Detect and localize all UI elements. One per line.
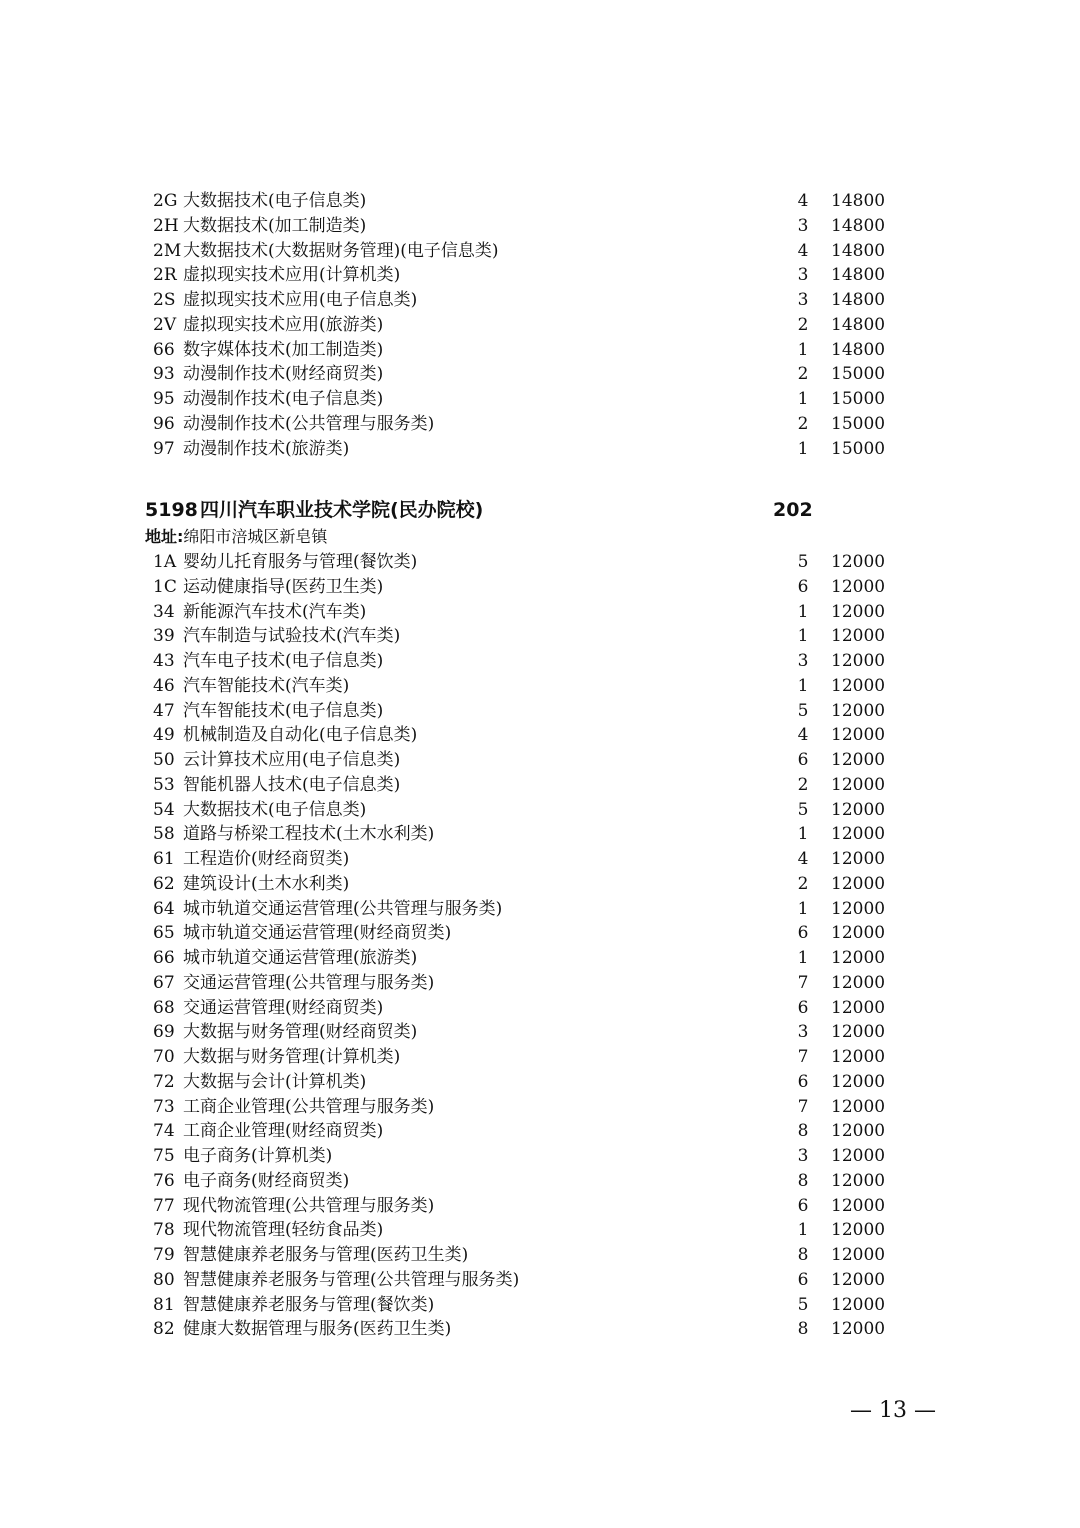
program-count: 7 (797, 1096, 809, 1117)
program-row (145, 798, 905, 823)
program-row (145, 1293, 905, 1318)
program-code: 2S (153, 290, 176, 310)
program-fee: 12000 (831, 849, 886, 869)
page-number: — 13 — (850, 1398, 936, 1423)
program-row (145, 699, 905, 724)
program-count: 8 (797, 1245, 809, 1265)
program-code: 76 (153, 1170, 175, 1191)
program-row (145, 1144, 905, 1169)
program-code: 2M (153, 240, 182, 261)
program-fee: 15000 (831, 413, 886, 434)
program-name: 汽车智能技术(汽车类) (183, 675, 350, 696)
program-name: 虚拟现实技术应用(电子信息类) (183, 290, 418, 310)
program-row (145, 214, 905, 239)
program-name: 动漫制作技术(旅游类) (183, 438, 350, 459)
program-count: 1 (797, 626, 809, 647)
program-count: 1 (797, 438, 809, 459)
program-row (145, 313, 905, 338)
program-code: 64 (153, 898, 175, 919)
school-name: 四川汽车职业技术学院(民办院校) (200, 499, 484, 521)
address-label: 地址: (145, 527, 184, 546)
program-fee: 14800 (831, 215, 886, 236)
program-code: 49 (153, 725, 175, 746)
school-address (145, 524, 905, 550)
program-row (145, 338, 905, 363)
program-count: 5 (797, 552, 809, 572)
program-code: 58 (153, 824, 175, 845)
program-row (145, 263, 905, 288)
program-fee: 12000 (831, 997, 886, 1018)
program-row (145, 437, 905, 462)
program-code: 82 (153, 1319, 175, 1340)
program-name: 云计算技术应用(电子信息类) (183, 750, 401, 770)
program-code: 93 (153, 364, 175, 385)
program-row (145, 1095, 905, 1120)
program-count: 5 (797, 1294, 809, 1315)
program-row (145, 748, 905, 773)
program-count: 1 (797, 339, 809, 360)
school-section (145, 496, 905, 1342)
address-value: 绵阳市涪城区新皂镇 (183, 527, 328, 546)
program-code: 80 (153, 1269, 175, 1290)
program-name: 汽车电子技术(电子信息类) (183, 651, 384, 671)
program-name: 城市轨道交通运营管理(旅游类) (183, 948, 418, 968)
program-count: 5 (797, 700, 809, 721)
program-name: 动漫制作技术(财经商贸类) (183, 364, 384, 385)
program-row (145, 773, 905, 798)
program-fee: 12000 (831, 1121, 886, 1142)
program-name: 城市轨道交通运营管理(财经商贸类) (183, 923, 452, 944)
program-fee: 12000 (831, 750, 886, 770)
program-fee: 12000 (831, 651, 886, 671)
program-name: 智慧健康养老服务与管理(餐饮类) (183, 1294, 435, 1315)
program-code: 2R (153, 265, 177, 286)
program-row (145, 412, 905, 437)
program-code: 77 (153, 1195, 175, 1216)
program-row (145, 1119, 905, 1144)
program-row (145, 996, 905, 1021)
program-name: 新能源汽车技术(汽车类) (183, 601, 367, 622)
program-fee: 12000 (831, 1146, 886, 1166)
program-name: 电子商务(计算机类) (183, 1146, 333, 1166)
program-count: 1 (797, 824, 809, 845)
program-row (145, 550, 905, 575)
program-fee: 12000 (831, 1195, 886, 1216)
program-fee: 12000 (831, 898, 886, 919)
program-row (145, 362, 905, 387)
program-count: 5 (797, 799, 809, 820)
school-header (145, 496, 905, 524)
program-row (145, 674, 905, 699)
program-name: 大数据技术(加工制造类) (183, 215, 367, 236)
program-count: 1 (797, 948, 809, 968)
program-row (145, 649, 905, 674)
program-name: 建筑设计(土木水利类) (183, 873, 350, 894)
program-fee: 14800 (831, 339, 886, 360)
program-count: 8 (797, 1170, 809, 1191)
program-count: 8 (797, 1121, 809, 1142)
program-count: 4 (797, 725, 809, 746)
program-count: 8 (797, 1319, 809, 1340)
program-fee: 12000 (831, 675, 886, 696)
program-count: 4 (797, 849, 809, 869)
program-code: 2G (153, 191, 178, 211)
program-name: 道路与桥梁工程技术(土木水利类) (183, 824, 435, 845)
program-name: 数字媒体技术(加工制造类) (183, 339, 384, 360)
program-count: 6 (797, 1195, 809, 1216)
program-name: 虚拟现实技术应用(计算机类) (183, 265, 401, 286)
program-code: 69 (153, 1022, 175, 1043)
program-code: 65 (153, 923, 175, 944)
program-code: 74 (153, 1121, 175, 1142)
program-fee: 15000 (831, 438, 886, 459)
program-row (145, 239, 905, 264)
program-fee: 12000 (831, 873, 886, 894)
program-count: 6 (797, 750, 809, 770)
program-name: 工商企业管理(财经商贸类) (183, 1121, 384, 1142)
program-fee: 14800 (831, 191, 886, 211)
program-name: 汽车制造与试验技术(汽车类) (183, 626, 401, 647)
program-row (145, 971, 905, 996)
program-count: 1 (797, 1220, 809, 1241)
program-name: 汽车智能技术(电子信息类) (183, 700, 384, 721)
program-row (145, 1218, 905, 1243)
school-code: 5198 (145, 499, 198, 521)
program-fee: 12000 (831, 923, 886, 944)
program-row (145, 847, 905, 872)
program-row (145, 897, 905, 922)
program-count: 1 (797, 601, 809, 622)
program-name: 交通运营管理(财经商贸类) (183, 997, 384, 1018)
program-name: 大数据与财务管理(财经商贸类) (183, 1022, 418, 1043)
program-count: 4 (797, 240, 809, 261)
program-fee: 12000 (831, 725, 886, 746)
program-row (145, 575, 905, 600)
program-fee: 12000 (831, 700, 886, 721)
program-name: 动漫制作技术(公共管理与服务类) (183, 413, 435, 434)
program-name: 大数据技术(电子信息类) (183, 799, 367, 820)
program-name: 虚拟现实技术应用(旅游类) (183, 314, 384, 335)
program-fee: 12000 (831, 601, 886, 622)
program-row (145, 387, 905, 412)
program-row (145, 921, 905, 946)
program-code: 96 (153, 413, 175, 434)
program-code: 43 (153, 651, 175, 671)
program-fee: 14800 (831, 240, 886, 261)
program-code: 78 (153, 1220, 175, 1241)
program-code: 72 (153, 1071, 175, 1092)
program-row (145, 822, 905, 847)
program-name: 大数据与会计(计算机类) (183, 1071, 367, 1092)
program-code: 97 (153, 438, 175, 459)
program-name: 城市轨道交通运营管理(公共管理与服务类) (183, 898, 503, 919)
program-code: 66 (153, 339, 175, 360)
program-count: 2 (797, 364, 809, 385)
program-count: 1 (797, 389, 809, 409)
program-code: 53 (153, 774, 175, 795)
program-fee: 12000 (831, 1245, 886, 1265)
program-count: 6 (797, 997, 809, 1018)
program-row (145, 872, 905, 897)
program-row (145, 288, 905, 313)
program-fee: 12000 (831, 1269, 886, 1290)
program-code: 95 (153, 389, 175, 409)
program-fee: 12000 (831, 824, 886, 845)
program-code: 62 (153, 873, 175, 894)
program-code: 67 (153, 972, 175, 993)
program-fee: 12000 (831, 948, 886, 968)
program-count: 3 (797, 290, 809, 310)
program-count: 2 (797, 774, 809, 795)
program-code: 2V (153, 314, 177, 335)
program-count: 3 (797, 651, 809, 671)
program-name: 大数据与财务管理(计算机类) (183, 1047, 401, 1067)
program-fee: 12000 (831, 799, 886, 820)
program-code: 73 (153, 1096, 175, 1117)
program-code: 70 (153, 1047, 175, 1067)
program-count: 3 (797, 265, 809, 286)
program-fee: 12000 (831, 1319, 886, 1340)
program-name: 大数据技术(电子信息类) (183, 191, 367, 211)
program-count: 6 (797, 1269, 809, 1290)
program-code: 2H (153, 215, 179, 236)
program-fee: 12000 (831, 576, 886, 597)
program-count: 2 (797, 413, 809, 434)
program-fee: 12000 (831, 1071, 886, 1092)
program-fee: 14800 (831, 314, 886, 335)
program-code: 81 (153, 1294, 175, 1315)
program-name: 现代物流管理(公共管理与服务类) (183, 1195, 435, 1216)
program-count: 1 (797, 675, 809, 696)
program-row (145, 723, 905, 748)
program-row (145, 946, 905, 971)
program-fee: 12000 (831, 1170, 886, 1191)
program-code: 50 (153, 750, 175, 770)
program-row (145, 189, 905, 214)
program-fee: 12000 (831, 774, 886, 795)
program-name: 大数据技术(大数据财务管理)(电子信息类) (183, 240, 499, 261)
program-fee: 12000 (831, 1220, 886, 1241)
program-fee: 15000 (831, 364, 886, 385)
program-count: 2 (797, 314, 809, 335)
program-code: 66 (153, 948, 175, 968)
program-name: 机械制造及自动化(电子信息类) (183, 725, 418, 746)
program-count: 1 (797, 898, 809, 919)
school-total-quota: 202 (773, 499, 813, 521)
program-code: 54 (153, 799, 175, 820)
program-count: 6 (797, 576, 809, 597)
program-fee: 14800 (831, 290, 886, 310)
program-code: 47 (153, 700, 175, 721)
program-count: 3 (797, 1022, 809, 1043)
program-code: 79 (153, 1245, 175, 1265)
program-name: 交通运营管理(公共管理与服务类) (183, 972, 435, 993)
program-count: 7 (797, 1047, 809, 1067)
program-name: 婴幼儿托育服务与管理(餐饮类) (183, 552, 418, 572)
program-code: 75 (153, 1146, 175, 1166)
program-row (145, 1194, 905, 1219)
program-row (145, 1243, 905, 1268)
program-count: 2 (797, 873, 809, 894)
program-code: 46 (153, 675, 175, 696)
program-name: 现代物流管理(轻纺食品类) (183, 1220, 384, 1241)
program-name: 工商企业管理(公共管理与服务类) (183, 1096, 435, 1117)
program-count: 3 (797, 1146, 809, 1166)
program-code: 34 (153, 601, 175, 622)
continued-program-list (145, 189, 905, 461)
program-name: 动漫制作技术(电子信息类) (183, 389, 384, 409)
program-name: 工程造价(财经商贸类) (183, 849, 350, 869)
program-count: 7 (797, 972, 809, 993)
program-fee: 12000 (831, 1022, 886, 1043)
program-code: 1A (153, 552, 177, 572)
program-fee: 12000 (831, 626, 886, 647)
program-fee: 12000 (831, 1096, 886, 1117)
program-name: 智慧健康养老服务与管理(公共管理与服务类) (183, 1269, 520, 1290)
program-name: 电子商务(财经商贸类) (183, 1170, 350, 1191)
program-row (145, 1317, 905, 1342)
program-name: 智慧健康养老服务与管理(医药卫生类) (183, 1245, 469, 1265)
program-count: 6 (797, 923, 809, 944)
program-count: 3 (797, 215, 809, 236)
program-fee: 15000 (831, 389, 886, 409)
program-code: 1C (153, 576, 177, 597)
program-code: 68 (153, 997, 175, 1018)
program-row (145, 1020, 905, 1045)
program-row (145, 624, 905, 649)
program-name: 运动健康指导(医药卫生类) (183, 576, 384, 597)
program-count: 6 (797, 1071, 809, 1092)
program-name: 健康大数据管理与服务(医药卫生类) (183, 1319, 452, 1340)
program-count: 4 (797, 191, 809, 211)
program-fee: 12000 (831, 972, 886, 993)
program-row (145, 1169, 905, 1194)
program-row (145, 1268, 905, 1293)
program-fee: 14800 (831, 265, 886, 286)
program-fee: 12000 (831, 1294, 886, 1315)
program-name: 智能机器人技术(电子信息类) (183, 774, 401, 795)
program-row (145, 1070, 905, 1095)
program-row (145, 1045, 905, 1070)
program-fee: 12000 (831, 1047, 886, 1067)
program-code: 39 (153, 626, 175, 647)
program-row (145, 600, 905, 625)
program-fee: 12000 (831, 552, 886, 572)
program-code: 61 (153, 849, 175, 869)
